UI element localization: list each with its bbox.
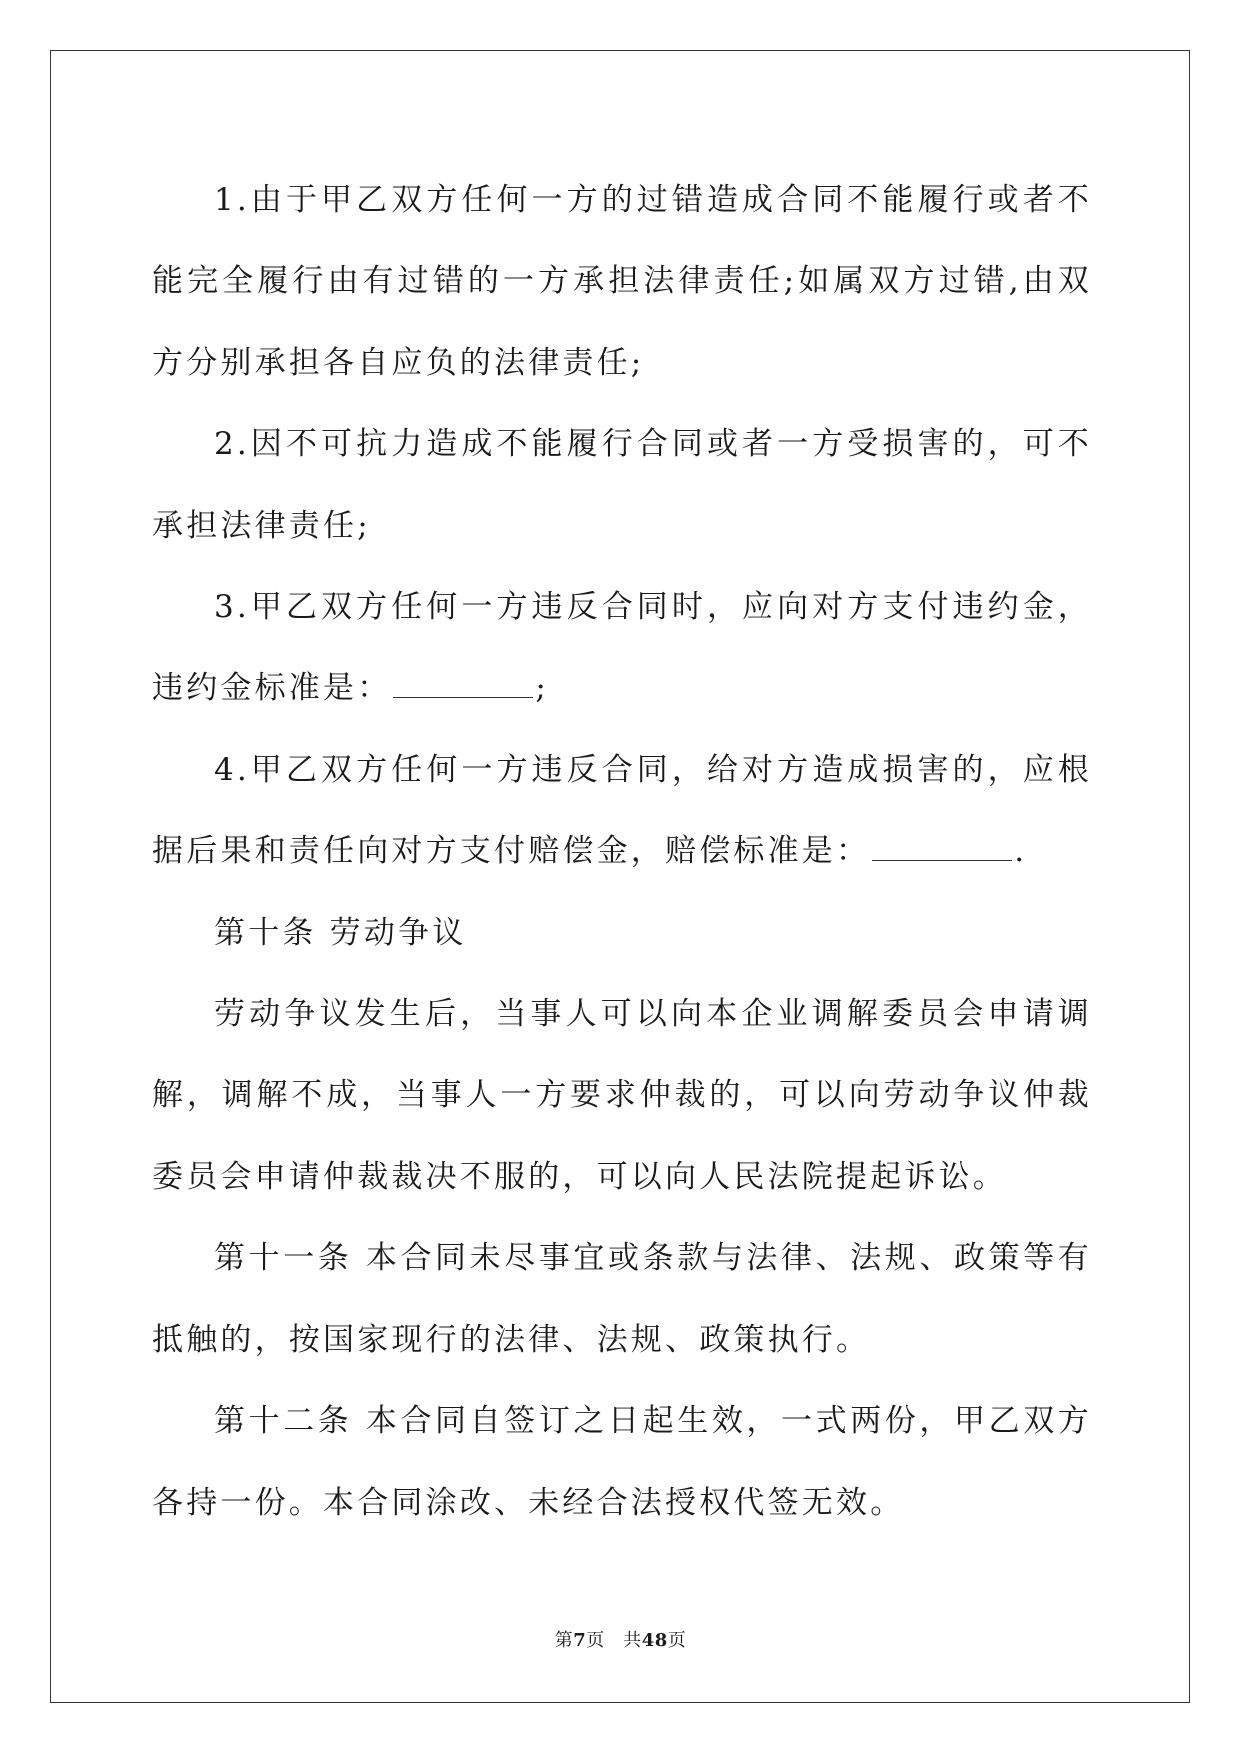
footer-prefix: 第	[554, 1630, 574, 1651]
clause-item-4-end: .	[1014, 833, 1028, 870]
page-footer	[0, 1626, 1241, 1652]
clause-item-3-end: ;	[535, 670, 550, 707]
labor-dispute-text: 劳动争议发生后，当事人可以向本企业调解委员会申请调解，调解不成，当事人一方要求仲裁的，可以向劳动争议仲裁委员会申请仲裁裁决不服的，可以向人民法院提起诉讼。	[152, 996, 1092, 1195]
clause-item-2: 2.因不可抗力造成不能履行合同或者一方受损害的，可不承担法律责任;	[152, 426, 1092, 544]
clause-item-4-text: 4.甲乙双方任何一方违反合同，给对方造成损害的，应根据后果和责任向对方支付赔偿金，赔偿标准是：	[152, 751, 1092, 870]
footer-middle: 页 共	[586, 1630, 642, 1651]
fill-in-blank	[393, 666, 533, 698]
document-body	[152, 160, 1092, 1544]
article-12-text: 第十二条 本合同自签订之日起生效，一式两份，甲乙双方各持一份。本合同涂改、未经合法授权代签无效。	[152, 1403, 1092, 1521]
total-page-number: 48	[641, 1630, 668, 1651]
clause-item-1: 1.由于甲乙双方任何一方的过错造成合同不能履行或者不能完全履行由有过错的一方承担法律责任;如属双方过错,由双方分别承担各自应负的法律责任;	[152, 182, 1092, 381]
article-11-text: 第十一条 本合同未尽事宜或条款与法律、法规、政策等有抵触的，按国家现行的法律、法规、政策执行。	[152, 1240, 1092, 1358]
current-page-number: 7	[573, 1630, 587, 1651]
clause-item-3	[152, 567, 1092, 730]
footer-suffix: 页	[667, 1630, 687, 1651]
clause-item-3-text: 3.甲乙双方任何一方违反合同时，应向对方支付违约金，违约金标准是：	[152, 589, 1092, 707]
article-heading-10: 第十条 劳动争议	[214, 914, 467, 951]
clause-item-4	[152, 730, 1092, 893]
fill-in-blank	[872, 829, 1012, 861]
